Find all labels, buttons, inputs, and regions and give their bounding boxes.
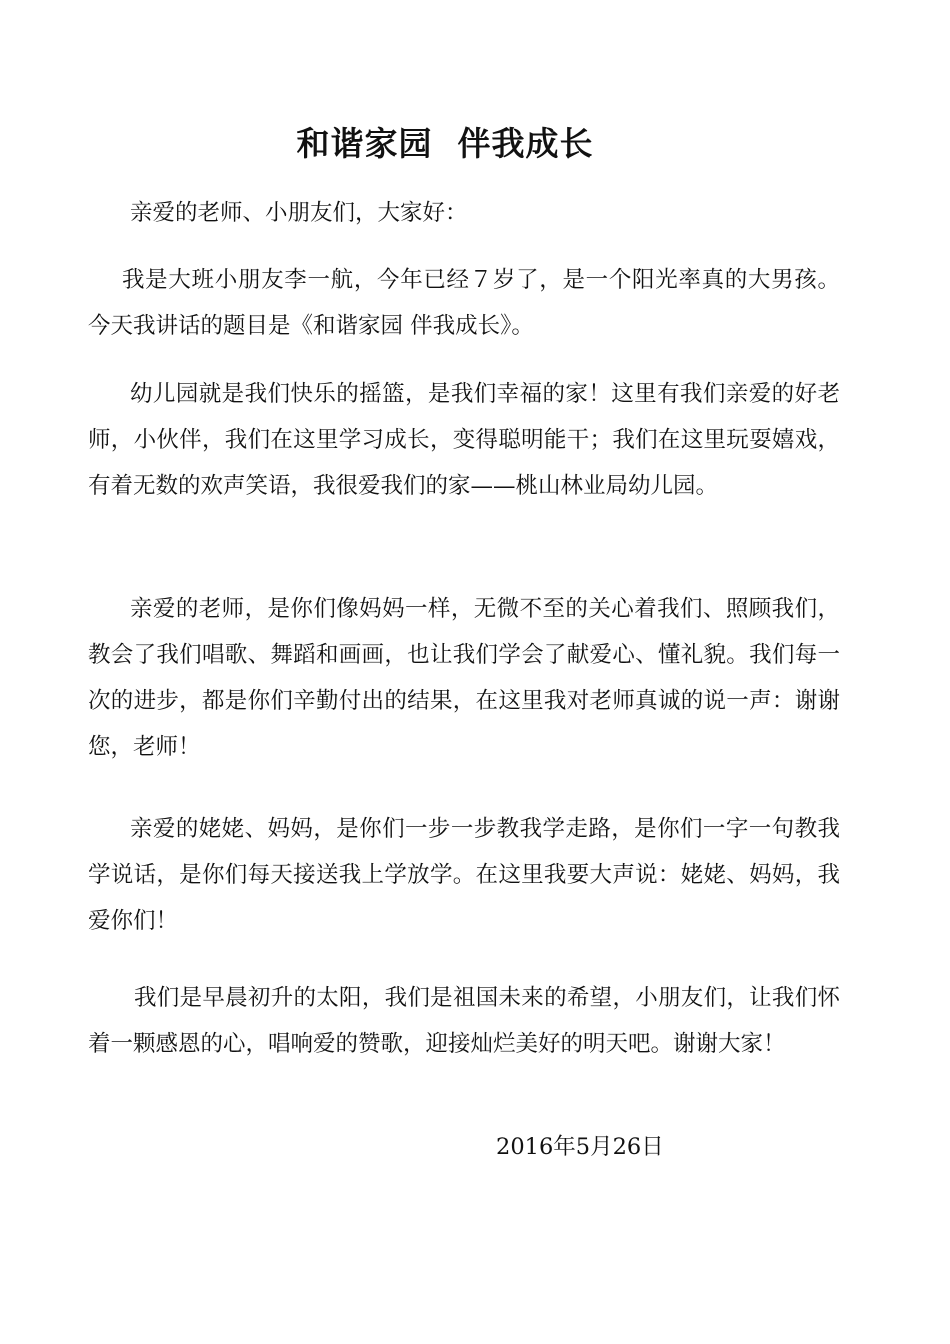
paragraph-closing: 我们是早晨初升的太阳，我们是祖国未来的希望，小朋友们，让我们怀着一颗感恩的心，唱响爱的赞歌，迎接灿烂美好的明天吧。谢谢大家！ <box>88 985 840 1057</box>
paragraph-teachers: 亲爱的老师，是你们像妈妈一样，无微不至的关心着我们、照顾我们，教会了我们唱歌、舞蹈和画画，也让我们学会了献爱心、懂礼貌。我们每一次的进步，都是你们辛勤付出的结果，在这里我对老师真诚的说一声：谢谢您，老师！ <box>88 596 840 760</box>
paragraph-family: 亲爱的姥姥、妈妈，是你们一步一步教我学走路，是你们一字一句教我学说话，是你们每天接送我上学放学。在这里我要大声说：姥姥、妈妈，我爱你们！ <box>88 816 840 934</box>
document-date: 2016年5月26日 <box>496 1134 664 1160</box>
paragraph-kindergarten: 幼儿园就是我们快乐的摇篮，是我们幸福的家！这里有我们亲爱的好老师，小伙伴，我们在这里学习成长，变得聪明能干；我们在这里玩耍嬉戏，有着无数的欢声笑语，我很爱我们的家——桃山林业局幼儿园。 <box>88 381 840 499</box>
paragraph-intro: 我是大班小朋友李一航，今年已经７岁了，是一个阳光率真的大男孩。今天我讲话的题目是《和谐家园 伴我成长》。 <box>88 267 840 339</box>
document-title: 和谐家园 伴我成长 <box>296 124 594 163</box>
greeting-line: 亲爱的老师、小朋友们，大家好： <box>130 200 468 226</box>
